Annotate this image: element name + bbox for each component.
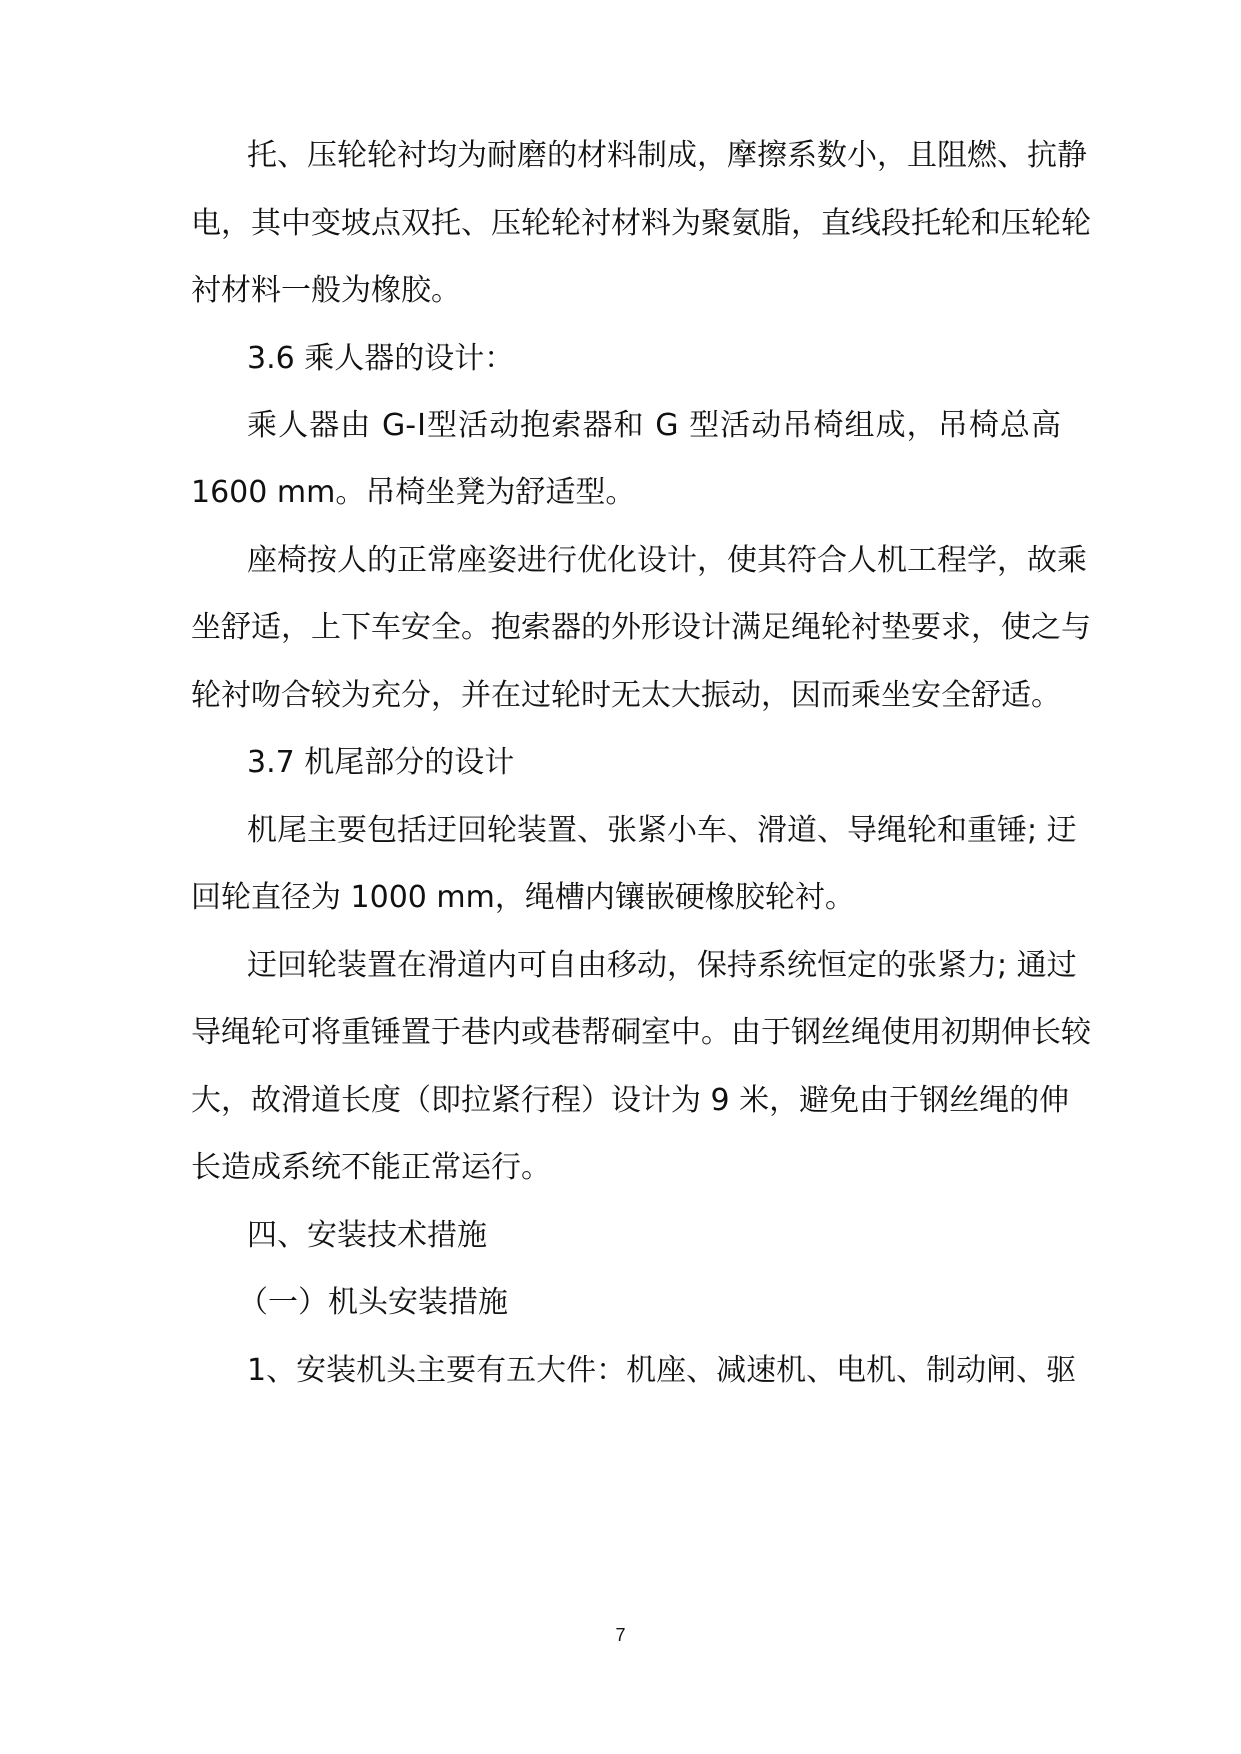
text-line: 电，其中变坡点双托、压轮轮衬材料为聚氨脂，直线段托轮和压轮轮 bbox=[191, 206, 1091, 241]
text-line: 座椅按人的正常座姿进行优化设计，使其符合人机工程学，故乘 bbox=[247, 543, 1087, 578]
text-line: 衬材料一般为橡胶。 bbox=[191, 273, 461, 308]
text-line: 长造成系统不能正常运行。 bbox=[191, 1150, 551, 1185]
text-line: 导绳轮可将重锤置于巷内或巷帮硐室中。由于钢丝绳使用初期伸长较 bbox=[191, 1015, 1091, 1050]
text-line: 机尾主要包括迂回轮装置、张紧小车、滑道、导绳轮和重锤; 迂 bbox=[247, 813, 1077, 848]
subsection-heading: （一）机头安装措施 bbox=[238, 1285, 508, 1320]
text-line: 回轮直径为 1000 mm，绳槽内镶嵌硬橡胶轮衬。 bbox=[191, 880, 855, 915]
text-line: 坐舒适，上下车安全。抱索器的外形设计满足绳轮衬垫要求，使之与 bbox=[191, 610, 1091, 645]
text-line: 1、安装机头主要有五大件：机座、减速机、电机、制动闸、驱 bbox=[247, 1353, 1077, 1388]
text-line: 迂回轮装置在滑道内可自由移动，保持系统恒定的张紧力; 通过 bbox=[247, 948, 1077, 983]
text-line: 托、压轮轮衬均为耐磨的材料制成，摩擦系数小，且阻燃、抗静 bbox=[247, 138, 1087, 173]
text-line: 1600 mm。吊椅坐凳为舒适型。 bbox=[191, 475, 636, 510]
section-heading: 3.6 乘人器的设计： bbox=[247, 341, 515, 376]
section-heading: 四、安装技术措施 bbox=[247, 1218, 487, 1253]
text-line: 轮衬吻合较为充分，并在过轮时无太大振动，因而乘坐安全舒适。 bbox=[191, 678, 1061, 713]
page-number: 7 bbox=[615, 1625, 626, 1645]
text-line: 乘人器由 G-Ⅰ型活动抱索器和 G 型活动吊椅组成，吊椅总高 bbox=[247, 408, 1061, 443]
section-heading: 3.7 机尾部分的设计 bbox=[247, 745, 515, 780]
text-line: 大，故滑道长度（即拉紧行程）设计为 9 米，避免由于钢丝绳的伸 bbox=[191, 1083, 1070, 1118]
